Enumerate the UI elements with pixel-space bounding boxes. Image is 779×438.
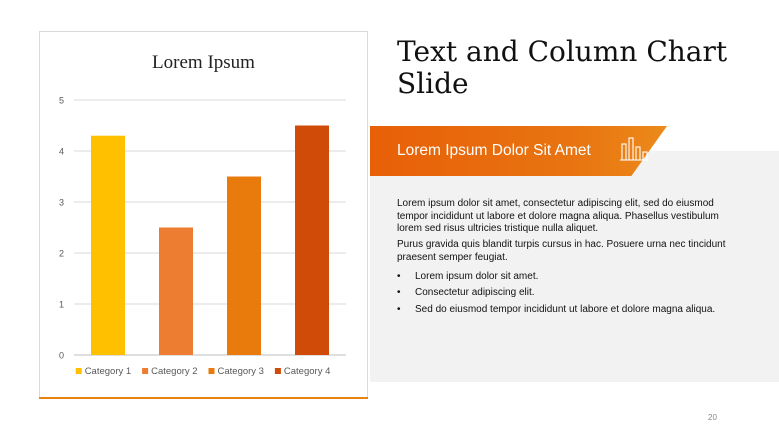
bar [91,136,125,355]
bullet-item: • Consectetur adipiscing elit. [397,287,732,300]
legend-swatch [209,368,215,374]
y-tick-label: 3 [58,197,64,208]
legend-label: Category 1 [84,366,132,377]
paragraph: Lorem ipsum dolor sit amet, consectetur adipiscing elit, sed do eiusmod tempor incididunt ut labore et dolore magna aliqua. Phasellus vestibulum lorem sed risus ultricies tristique nulla aliquet. [397,198,719,235]
legend-label: Category 3 [217,366,264,377]
legend-swatch [142,368,148,374]
legend-swatch [76,368,82,374]
bar [159,228,193,356]
chart-underline [39,397,368,399]
y-tick-label: 4 [58,146,64,157]
legend-swatch [275,368,281,374]
paragraph: Purus gravida quis blandit turpis cursus in hac. Posuere urna nec tincidunt praesent semper feugiat. [397,239,726,263]
bar-chart-icon [617,132,651,164]
chart-title: Lorem Ipsum [152,52,255,73]
slide-title: Text and Column Chart Slide [397,35,728,100]
bullet-list [397,271,732,317]
banner-text: Lorem Ipsum Dolor Sit Amet [397,142,591,159]
y-tick-label: 5 [58,95,64,106]
column-chart [40,32,369,398]
y-tick-label: 1 [58,299,64,310]
y-tick-label: 2 [58,248,64,259]
body-text [397,198,732,321]
legend-label: Category 4 [283,366,331,377]
chart-card [39,31,368,397]
bullet-item: • Sed do eiusmod tempor incididunt ut labore et dolore magna aliqua. [397,304,732,317]
page-number: 20 [708,413,717,422]
bar [295,126,329,356]
bullet-item: • Lorem ipsum dolor sit amet. [397,271,732,284]
legend-label: Category 2 [151,366,198,377]
y-tick-label: 0 [58,350,64,361]
bar [227,177,261,356]
